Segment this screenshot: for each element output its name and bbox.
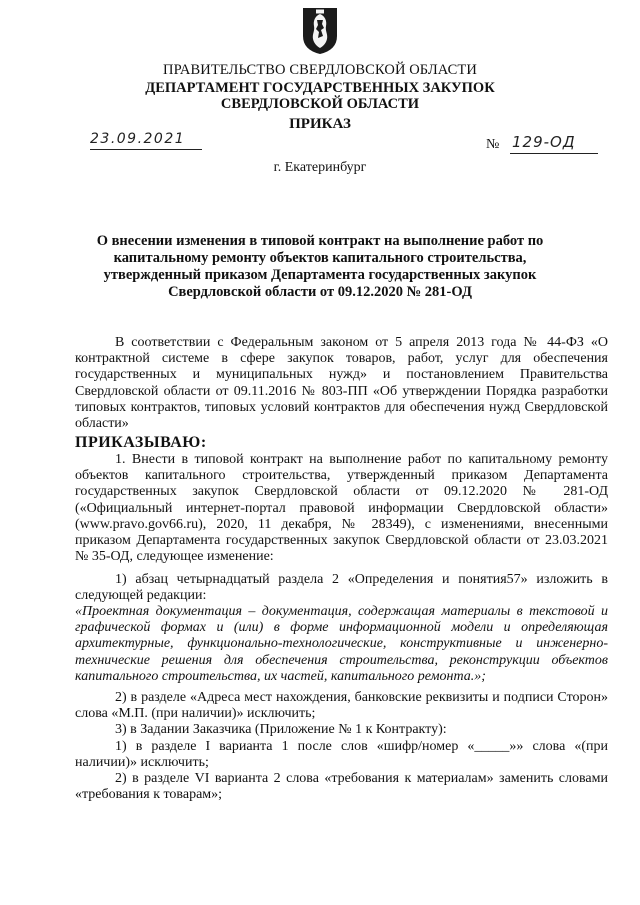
order-number-value: 129-ОД: [512, 133, 576, 151]
subitem-1-paragraph: 1) абзац четырнадцатый раздела 2 «Определения и понятия57» изложить в следующей редакции:: [75, 572, 608, 604]
subitem-3-1-paragraph: 1) в разделе I варианта 1 после слов «шифр/номер «_____»» слова «(при наличии)» исключить;: [75, 739, 608, 771]
order-date-value: 23.09.2021: [90, 131, 186, 147]
department-line-2: СВЕРДЛОВСКОЙ ОБЛАСТИ: [220, 96, 420, 112]
coat-of-arms-emblem: [301, 6, 339, 56]
order-date: [90, 128, 202, 150]
order-number: [486, 134, 598, 154]
number-underline: [510, 153, 598, 154]
department-name: [0, 80, 640, 112]
subitem-1-quote: «Проектная документация – документация, содержащая материалы в текстовой и графической формах и (или) в форме информационной модели и определяющая архитектурные, функционально-технологические, конструктивные и инженерно-технические решения для обеспечения строительства, реконструкции объектов капитального строительства, их частей, капитального ремонта.»;: [75, 604, 608, 684]
date-underline: [90, 149, 202, 150]
order-word: ПРИКАЗЫВАЮ:: [75, 434, 207, 451]
item-1-paragraph: 1. Внести в типовой контракт на выполнение работ по капитальному ремонту объектов капитального строительства, утвержденный приказом Департамента государственных закупок Свердловской области от 09.12.2020 № 281-ОД («Официальный интернет-портал правовой информации Свердловской области» (www.pravo.gov66.ru), 2020, 11 декабря, № 28349), с изменениями, внесенными приказом Департамента государственных закупок Свердловской области от 23.03.2021 № 35-ОД, следующее изменение:: [75, 452, 608, 565]
government-name: ПРАВИТЕЛЬСТВО СВЕРДЛОВСКОЙ ОБЛАСТИ: [163, 62, 477, 78]
document-type: ПРИКАЗ: [289, 116, 351, 132]
department-line-1: ДЕПАРТАМЕНТ ГОСУДАРСТВЕННЫХ ЗАКУПОК: [145, 80, 495, 96]
number-sign: №: [486, 137, 500, 152]
subitem-3-2-paragraph: 2) в разделе VI варианта 2 слова «требования к материалам» заменить словами «требования к товарам»;: [75, 771, 608, 803]
city: г. Екатеринбург: [273, 160, 367, 175]
subitem-2-paragraph: 2) в разделе «Адреса мест нахождения, банковские реквизиты и подписи Сторон» слова «М.П. (при наличии)» исключить;: [75, 690, 608, 722]
preamble-paragraph: В соответствии с Федеральным законом от 5 апреля 2013 года № 44-ФЗ «О контрактной системе в сфере закупок товаров, работ, услуг для обеспечения государственных и муниципальных нужд» и постановлением Правительства Свердловской области от 09.11.2016 № 803-ПП «Об утверждении Порядка разработки типовых контрактов, типовых условий контрактов для обеспечения нужд Свердловской области»: [75, 335, 608, 432]
document-title: О внесении изменения в типовой контракт на выполнение работ по капитальному ремонту объектов капитального строительства, утвержденный приказом Департамента государственных закупок Свердловской области от 09.12.2020 № 281-ОД: [96, 233, 544, 300]
subitem-3-paragraph: 3) в Задании Заказчика (Приложение № 1 к Контракту):: [115, 722, 447, 737]
